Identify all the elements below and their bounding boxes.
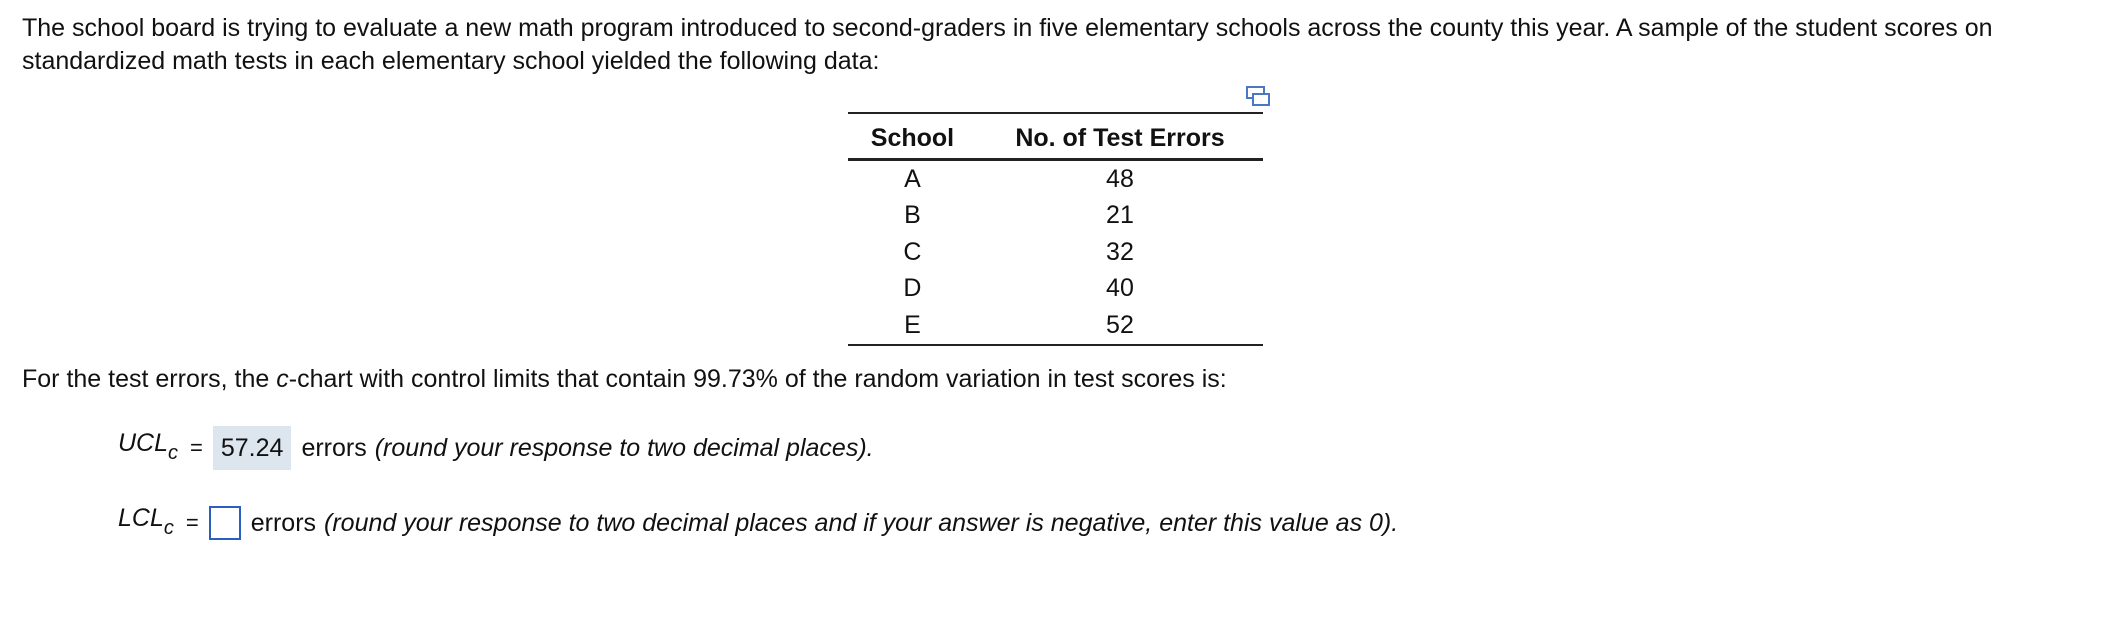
ucl-answer-value[interactable]: 57.24 <box>213 426 292 470</box>
question-prefix: For the test errors, the <box>22 365 277 393</box>
lcl-row <box>118 500 1398 546</box>
cell-school: A <box>904 164 921 193</box>
cell-errors: 32 <box>1106 237 1134 266</box>
ucl-unit: errors <box>301 434 367 462</box>
question-suffix: -chart with control limits that contain 99.73% of the random variation in test scores is: <box>288 365 1227 393</box>
lcl-instruction: (round your response to two decimal places and if your answer is negative, enter this value as 0). <box>324 509 1399 537</box>
table-header-row <box>848 113 1263 160</box>
lcl-equals: = <box>185 510 199 535</box>
ucl-row <box>118 425 874 471</box>
lcl-label-text: LCL <box>118 504 164 532</box>
table-row <box>848 160 1263 198</box>
question-text <box>22 363 1227 396</box>
cell-school: C <box>903 237 922 266</box>
lcl-label-sub: c <box>163 517 174 539</box>
cell-school: E <box>848 307 977 345</box>
data-table <box>848 112 1263 346</box>
cell-errors: 40 <box>1106 274 1134 303</box>
problem-intro: The school board is trying to evaluate a new math program introduced to second-graders in five elementary schools across the county this year. A sample of the student scores on standardized math tests in each elementary school yielded the following data: <box>22 14 1993 75</box>
ucl-equals: = <box>190 435 203 460</box>
ucl-label-text: UCL <box>118 429 169 457</box>
header-school: School <box>848 113 977 160</box>
ucl-label <box>118 425 178 471</box>
lcl-unit: errors <box>250 509 317 537</box>
header-test-errors: No. of Test Errors <box>977 113 1263 160</box>
table-row <box>848 271 1263 308</box>
table-row <box>848 234 1263 271</box>
cell-errors: 52 <box>977 307 1263 345</box>
lcl-answer-input[interactable] <box>209 506 241 540</box>
cell-school: B <box>904 201 921 230</box>
lcl-label <box>118 500 174 546</box>
table-row <box>848 307 1263 345</box>
copy-table-icon[interactable] <box>1245 85 1271 107</box>
cell-errors: 21 <box>1106 201 1134 230</box>
ucl-label-sub: c <box>168 442 179 464</box>
cell-errors: 48 <box>1106 164 1134 193</box>
question-c: c <box>276 365 289 393</box>
ucl-instruction: (round your response to two decimal places). <box>374 434 874 462</box>
cell-school: D <box>903 274 922 303</box>
table-row <box>848 198 1263 235</box>
